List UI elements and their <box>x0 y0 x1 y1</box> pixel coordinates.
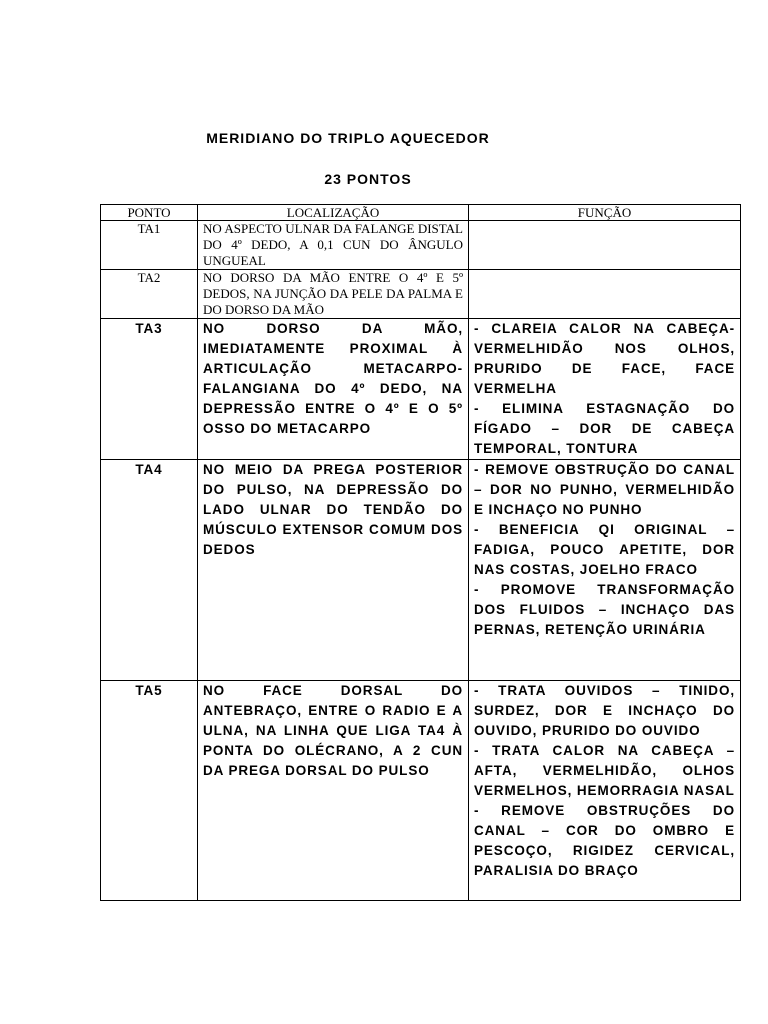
header-localizacao: LOCALIZAÇÃO <box>198 205 469 221</box>
header-ponto: PONTO <box>101 205 198 221</box>
localizacao-cell: NO DORSO DA MÃO, IMEDIATAMENTE PROXIMAL À ARTICULAÇÃO METACARPO-FALANGIANA DO 4º DEDO, NA DEPRESSÃO ENTRE O 4º E O 5º OSSO DO METACARPO <box>198 319 469 460</box>
funcao-item: - PROMOVE TRANSFORMAÇÃO DOS FLUIDOS – INCHAÇO DAS PERNAS, RETENÇÃO URINÁRIA <box>474 582 735 637</box>
ponto-cell: TA3 <box>101 319 198 460</box>
funcao-item: - TRATA OUVIDOS – TINIDO, SURDEZ, DOR E INCHAÇO DO OUVIDO, PRURIDO DO OUVIDO <box>474 683 735 738</box>
funcao-item: - REMOVE OBSTRUÇÃO DO CANAL – DOR NO PUNHO, VERMELHIDÃO E INCHAÇO NO PUNHO <box>474 462 735 517</box>
table-row <box>101 270 741 319</box>
funcao-cell <box>469 270 741 319</box>
ponto-cell: TA2 <box>101 270 198 319</box>
funcao-cell <box>469 681 741 901</box>
funcao-item: - ELIMINA ESTAGNAÇÃO DO FÍGADO – DOR DE CABEÇA TEMPORAL, TONTURA <box>474 401 735 456</box>
table-header-row <box>101 205 741 221</box>
localizacao-cell: NO DORSO DA MÃO ENTRE O 4º E 5º DEDOS, NA JUNÇÃO DA PELE DA PALMA E DO DORSO DA MÃO <box>198 270 469 319</box>
ponto-cell: TA1 <box>101 221 198 270</box>
ponto-cell: TA5 <box>101 681 198 901</box>
localizacao-cell: NO ASPECTO ULNAR DA FALANGE DISTAL DO 4º DEDO, A 0,1 CUN DO ÂNGULO UNGUEAL <box>198 221 469 270</box>
page-subtitle: 23 PONTOS <box>324 171 412 187</box>
funcao-item: - CLAREIA CALOR NA CABEÇA- VERMELHIDÃO NOS OLHOS, PRURIDO DE FACE, FACE VERMELHA <box>474 321 735 396</box>
ponto-cell: TA4 <box>101 460 198 681</box>
localizacao-cell: NO FACE DORSAL DO ANTEBRAÇO, ENTRE O RADIO E A ULNA, NA LINHA QUE LIGA TA4 À PONTA DO OLÉCRANO, A 2 CUN DA PREGA DORSAL DO PULSO <box>198 681 469 901</box>
localizacao-cell: NO MEIO DA PREGA POSTERIOR DO PULSO, NA DEPRESSÃO DO LADO ULNAR DO TENDÃO DO MÚSCULO EXTENSOR COMUM DOS DEDOS <box>198 460 469 681</box>
meridian-points-table <box>100 204 741 901</box>
page-title: MERIDIANO DO TRIPLO AQUECEDOR <box>206 130 490 146</box>
funcao-cell <box>469 460 741 681</box>
table-row <box>101 681 741 901</box>
funcao-item: - REMOVE OBSTRUÇÕES DO CANAL – COR DO OMBRO E PESCOÇO, RIGIDEZ CERVICAL, PARALISIA DO BRAÇO <box>474 803 735 878</box>
funcao-item: - TRATA CALOR NA CABEÇA – AFTA, VERMELHIDÃO, OLHOS VERMELHOS, HEMORRAGIA NASAL <box>474 743 735 798</box>
funcao-item: - BENEFICIA QI ORIGINAL – FADIGA, POUCO APETITE, DOR NAS COSTAS, JOELHO FRACO <box>474 522 735 577</box>
table-row <box>101 460 741 681</box>
table-row <box>101 319 741 460</box>
funcao-cell <box>469 221 741 270</box>
header-funcao: FUNÇÃO <box>469 205 741 221</box>
table-row <box>101 221 741 270</box>
funcao-cell <box>469 319 741 460</box>
